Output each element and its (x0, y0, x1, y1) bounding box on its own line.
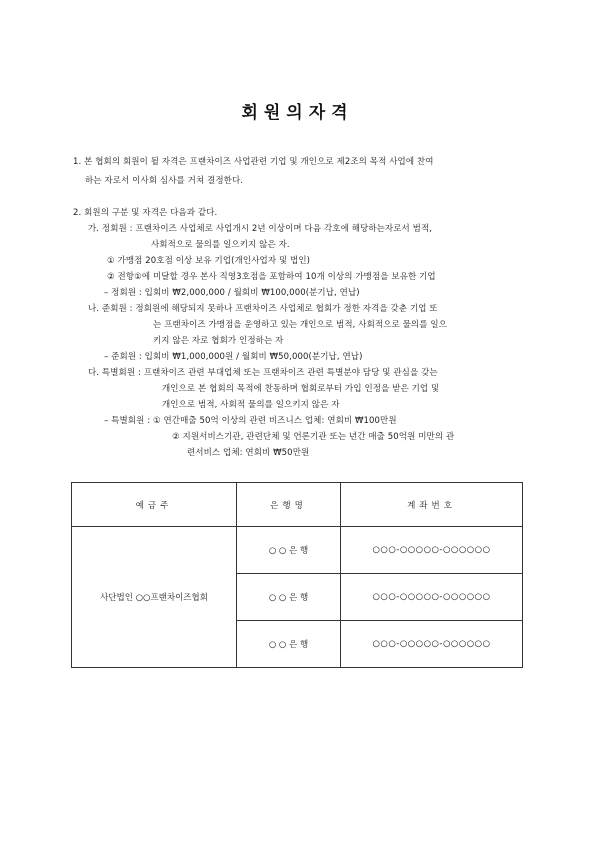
header-account-number: 계좌번호 (341, 483, 523, 527)
bank-name: ○ ○ 은 행 (237, 621, 341, 668)
table-header-row (72, 483, 523, 527)
special-member-fee2a: ② 지원서비스기관, 관련단체 및 언론기관 또는 년간 매출 50억원 미만의 관 (172, 432, 455, 442)
regular-member-item1: ① 가맹점 20호점 이상 보유 기업(개인사업자 및 법인) (107, 256, 311, 266)
account-number: ○○○-○○○○○-○○○○○○ (341, 527, 523, 574)
associate-member-fee: – 준회원 : 입회비 ₩1,000,000원 / 월회비 ₩50,000(분기납, 연납) (104, 352, 363, 362)
depositor-name: 사단법인 ○○프랜차이즈협회 (72, 527, 237, 668)
bank-name: ○ ○ 은 행 (237, 574, 341, 621)
section1-line2: 하는 자로서 이사회 심사를 거쳐 결정한다. (85, 176, 244, 186)
bank-account-table (71, 482, 523, 668)
associate-member-line3: 키지 않은 자로 협회가 인정하는 자 (153, 336, 284, 346)
special-member-line2: 개인으로 본 협회의 목적에 찬동하며 협회로부터 가입 인정을 받은 기업 및 (162, 384, 440, 394)
regular-member-item2: ② 전항①에 미달할 경우 본사 직영3호점을 포함하여 10개 이상의 가맹점을 보유한 기업 (107, 272, 436, 282)
regular-member-fee: – 정회원 : 입회비 ₩2,000,000 / 월회비 ₩100,000(분기납, 연납) (104, 288, 360, 298)
table-row (72, 527, 523, 574)
account-number: ○○○-○○○○○-○○○○○○ (341, 621, 523, 668)
special-member-line1: 다. 특별회원 : 프랜차이즈 관련 부대업체 또는 프랜차이즈 관련 특별분야 담당 및 관심을 갖는 (88, 368, 438, 378)
section2-heading: 2. 회원의 구분 및 자격은 다음과 같다. (73, 208, 218, 218)
associate-member-line1: 나. 준회원 : 정회원에 해당되지 못하나 프랜차이즈 사업체로 협회가 정한 자격을 갖춘 기업 또 (88, 304, 438, 314)
regular-member-line1: 가. 정회원 : 프랜차이즈 사업체로 사업개시 2년 이상이며 다음 각호에 해당하는자로서 범적, (88, 224, 433, 234)
page-title: 회원의자격 (241, 103, 354, 123)
special-member-fee1: – 특별회원 : ① 연간매출 50억 이상의 관련 비즈니스 업체: 연회비 ₩100만원 (104, 416, 397, 426)
special-member-fee2b: 련서비스 업체: 연회비 ₩50만원 (187, 448, 310, 458)
special-member-line3: 개인으로 범적, 사회적 물의를 일으키지 않은 자 (162, 400, 340, 410)
header-bank-name: 은행명 (237, 483, 341, 527)
header-depositor: 예금주 (72, 483, 237, 527)
associate-member-line2: 는 프랜차이즈 가맹점을 운영하고 있는 개인으로 범적, 사회적으로 물의를 일으 (153, 320, 447, 330)
section1-line1: 1. 본 협회의 회원이 될 자격은 프랜차이즈 사업관련 기업 및 개인으로 제2조의 목적 사업에 찬여 (73, 157, 434, 167)
bank-name: ○ ○ 은 행 (237, 527, 341, 574)
account-number: ○○○-○○○○○-○○○○○○ (341, 574, 523, 621)
regular-member-line2: 사회적으로 물의를 일으키지 않은 자. (151, 240, 290, 250)
